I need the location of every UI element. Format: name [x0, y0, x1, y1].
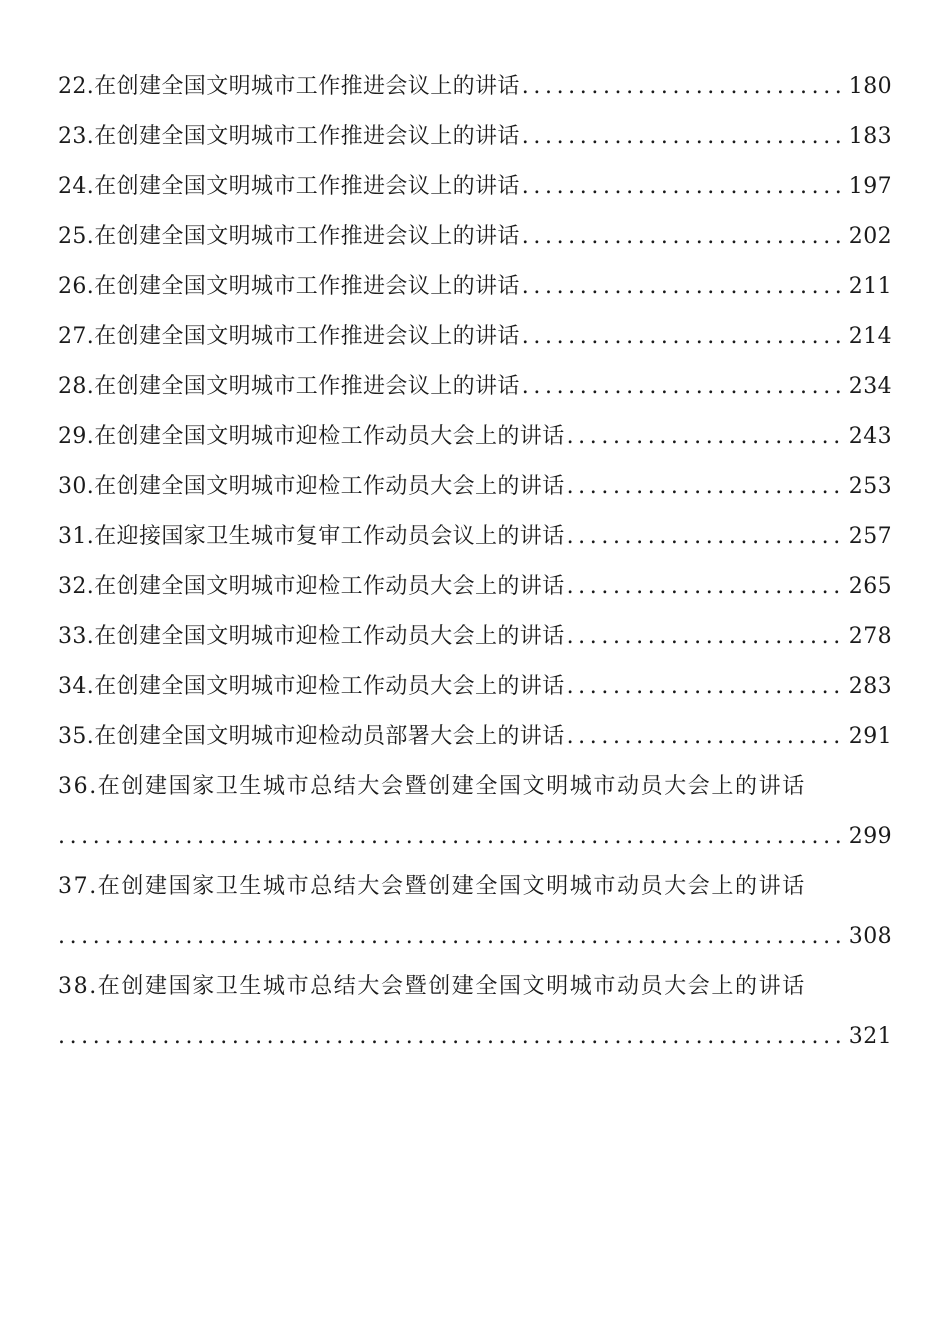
toc-entry[interactable]: [58, 612, 892, 662]
toc-entry-title: 在创建国家卫生城市总结大会暨创建全国文明城市动员大会上的讲话: [97, 874, 806, 899]
toc-entry-row: [58, 712, 892, 762]
toc-entry-label: [58, 612, 565, 662]
dot-leader: [567, 562, 847, 612]
toc-entry-row: [58, 812, 892, 862]
toc-entry[interactable]: [58, 462, 892, 512]
dot-leader: [522, 112, 847, 162]
toc-entry-number: 38.: [58, 974, 98, 999]
toc-entry[interactable]: [58, 62, 892, 112]
toc-entry-number: 34.: [58, 674, 95, 699]
toc-entry-label: [58, 962, 892, 1012]
toc-entry-row: [58, 362, 892, 412]
toc-entry-row: [58, 162, 892, 212]
dot-leader: [567, 462, 847, 512]
toc-entry-page-number: 180: [848, 74, 892, 99]
toc-entry-number: 33.: [58, 624, 95, 649]
toc-entry-page-number: 234: [848, 374, 892, 399]
toc-entry-label: [58, 62, 520, 112]
toc-entry[interactable]: [58, 712, 892, 762]
toc-entry-row: [58, 412, 892, 462]
toc-entry-row: [58, 312, 892, 362]
toc-entry-number: 22.: [58, 74, 95, 99]
toc-entry-label: [58, 512, 565, 562]
toc-entry-row: [58, 662, 892, 712]
toc-entry-title: 在创建全国文明城市工作推进会议上的讲话: [94, 124, 520, 149]
dot-leader: [58, 812, 847, 862]
toc-entry-label: [58, 862, 892, 912]
dot-leader: [58, 1012, 847, 1062]
toc-entry-title: 在创建国家卫生城市总结大会暨创建全国文明城市动员大会上的讲话: [97, 774, 806, 799]
toc-entry-title: 在创建全国文明城市迎检工作动员大会上的讲话: [94, 574, 565, 599]
toc-entry-title: 在创建全国文明城市工作推进会议上的讲话: [94, 374, 520, 399]
toc-entry-number: 30.: [58, 474, 95, 499]
toc-entry-page-number: 214: [848, 324, 892, 349]
toc-entry-row: [58, 62, 892, 112]
toc-entry-label: [58, 462, 565, 512]
toc-entry-page-number: 321: [848, 1024, 892, 1049]
toc-entry-page-number: 253: [848, 474, 892, 499]
toc-entry-label: [58, 112, 520, 162]
dot-leader: [522, 62, 847, 112]
toc-entry[interactable]: [58, 562, 892, 612]
toc-entry-title: 在创建全国文明城市迎检工作动员大会上的讲话: [94, 624, 565, 649]
toc-entry-label: [58, 262, 520, 312]
toc-entry-row: [58, 462, 892, 512]
dot-leader: [567, 412, 847, 462]
toc-entry-title: 在创建全国文明城市工作推进会议上的讲话: [94, 324, 520, 349]
toc-entry-number: 28.: [58, 374, 95, 399]
toc-entry-row: [58, 112, 892, 162]
toc-entry[interactable]: [58, 162, 892, 212]
dot-leader: [522, 262, 847, 312]
toc-entry-page-number: 257: [848, 524, 892, 549]
toc-entry-label: [58, 762, 892, 812]
toc-entry-number: 25.: [58, 224, 95, 249]
toc-entry-label: [58, 312, 520, 362]
toc-entry-row: [58, 612, 892, 662]
toc-entry-title: 在迎接国家卫生城市复审工作动员会议上的讲话: [94, 524, 565, 549]
toc-entry[interactable]: [58, 262, 892, 312]
toc-entry-page-number: 265: [848, 574, 892, 599]
toc-entry-title: 在创建全国文明城市工作推进会议上的讲话: [94, 74, 520, 99]
toc-entry-title: 在创建全国文明城市工作推进会议上的讲话: [94, 174, 520, 199]
toc-entry-number: 23.: [58, 124, 95, 149]
toc-entry-title: 在创建全国文明城市迎检工作动员大会上的讲话: [94, 424, 565, 449]
toc-entry[interactable]: [58, 662, 892, 712]
toc-entry[interactable]: [58, 962, 892, 1062]
toc-entry-number: 27.: [58, 324, 95, 349]
toc-entry-title: 在创建全国文明城市迎检工作动员大会上的讲话: [94, 474, 565, 499]
dot-leader: [522, 212, 847, 262]
dot-leader: [567, 512, 847, 562]
toc-entry-page-number: 243: [848, 424, 892, 449]
toc-entry[interactable]: [58, 762, 892, 862]
toc-entry-row: [58, 262, 892, 312]
toc-entry-number: 36.: [58, 774, 98, 799]
toc-entry-row: [58, 512, 892, 562]
toc-entry-row: [58, 1012, 892, 1062]
table-of-contents: [58, 62, 892, 1062]
toc-entry-label: [58, 562, 565, 612]
toc-entry-number: 29.: [58, 424, 95, 449]
toc-entry-title: 在创建全国文明城市工作推进会议上的讲话: [94, 274, 520, 299]
toc-entry-row: [58, 562, 892, 612]
dot-leader: [567, 712, 847, 762]
toc-entry[interactable]: [58, 312, 892, 362]
toc-entry-page-number: 197: [848, 174, 892, 199]
dot-leader: [522, 362, 847, 412]
toc-entry-row: [58, 912, 892, 962]
toc-entry-page-number: 211: [848, 274, 892, 299]
toc-entry-label: [58, 712, 565, 762]
toc-entry-number: 26.: [58, 274, 95, 299]
toc-entry[interactable]: [58, 362, 892, 412]
toc-entry[interactable]: [58, 112, 892, 162]
toc-entry-number: 35.: [58, 724, 95, 749]
toc-entry-title: 在创建全国文明城市迎检工作动员大会上的讲话: [94, 674, 565, 699]
toc-entry-page-number: 299: [848, 824, 892, 849]
toc-entry-number: 31.: [58, 524, 95, 549]
toc-entry-number: 37.: [58, 874, 98, 899]
toc-entry[interactable]: [58, 212, 892, 262]
toc-entry[interactable]: [58, 412, 892, 462]
toc-entry-page-number: 291: [848, 724, 892, 749]
toc-entry-page-number: 308: [848, 924, 892, 949]
dot-leader: [567, 612, 847, 662]
toc-entry-number: 24.: [58, 174, 95, 199]
dot-leader: [522, 162, 847, 212]
toc-entry-label: [58, 212, 520, 262]
toc-entry-title: 在创建国家卫生城市总结大会暨创建全国文明城市动员大会上的讲话: [97, 974, 806, 999]
toc-entry-title: 在创建全国文明城市工作推进会议上的讲话: [94, 224, 520, 249]
toc-entry-page-number: 278: [848, 624, 892, 649]
toc-entry-page-number: 283: [848, 674, 892, 699]
toc-entry-label: [58, 412, 565, 462]
dot-leader: [522, 312, 847, 362]
toc-entry[interactable]: [58, 862, 892, 962]
toc-entry-label: [58, 662, 565, 712]
toc-entry-label: [58, 362, 520, 412]
dot-leader: [567, 662, 847, 712]
toc-entry-page-number: 183: [848, 124, 892, 149]
toc-entry-page-number: 202: [848, 224, 892, 249]
toc-entry[interactable]: [58, 512, 892, 562]
toc-entry-row: [58, 212, 892, 262]
toc-entry-label: [58, 162, 520, 212]
toc-entry-number: 32.: [58, 574, 95, 599]
toc-entry-title: 在创建全国文明城市迎检动员部署大会上的讲话: [94, 724, 565, 749]
dot-leader: [58, 912, 847, 962]
